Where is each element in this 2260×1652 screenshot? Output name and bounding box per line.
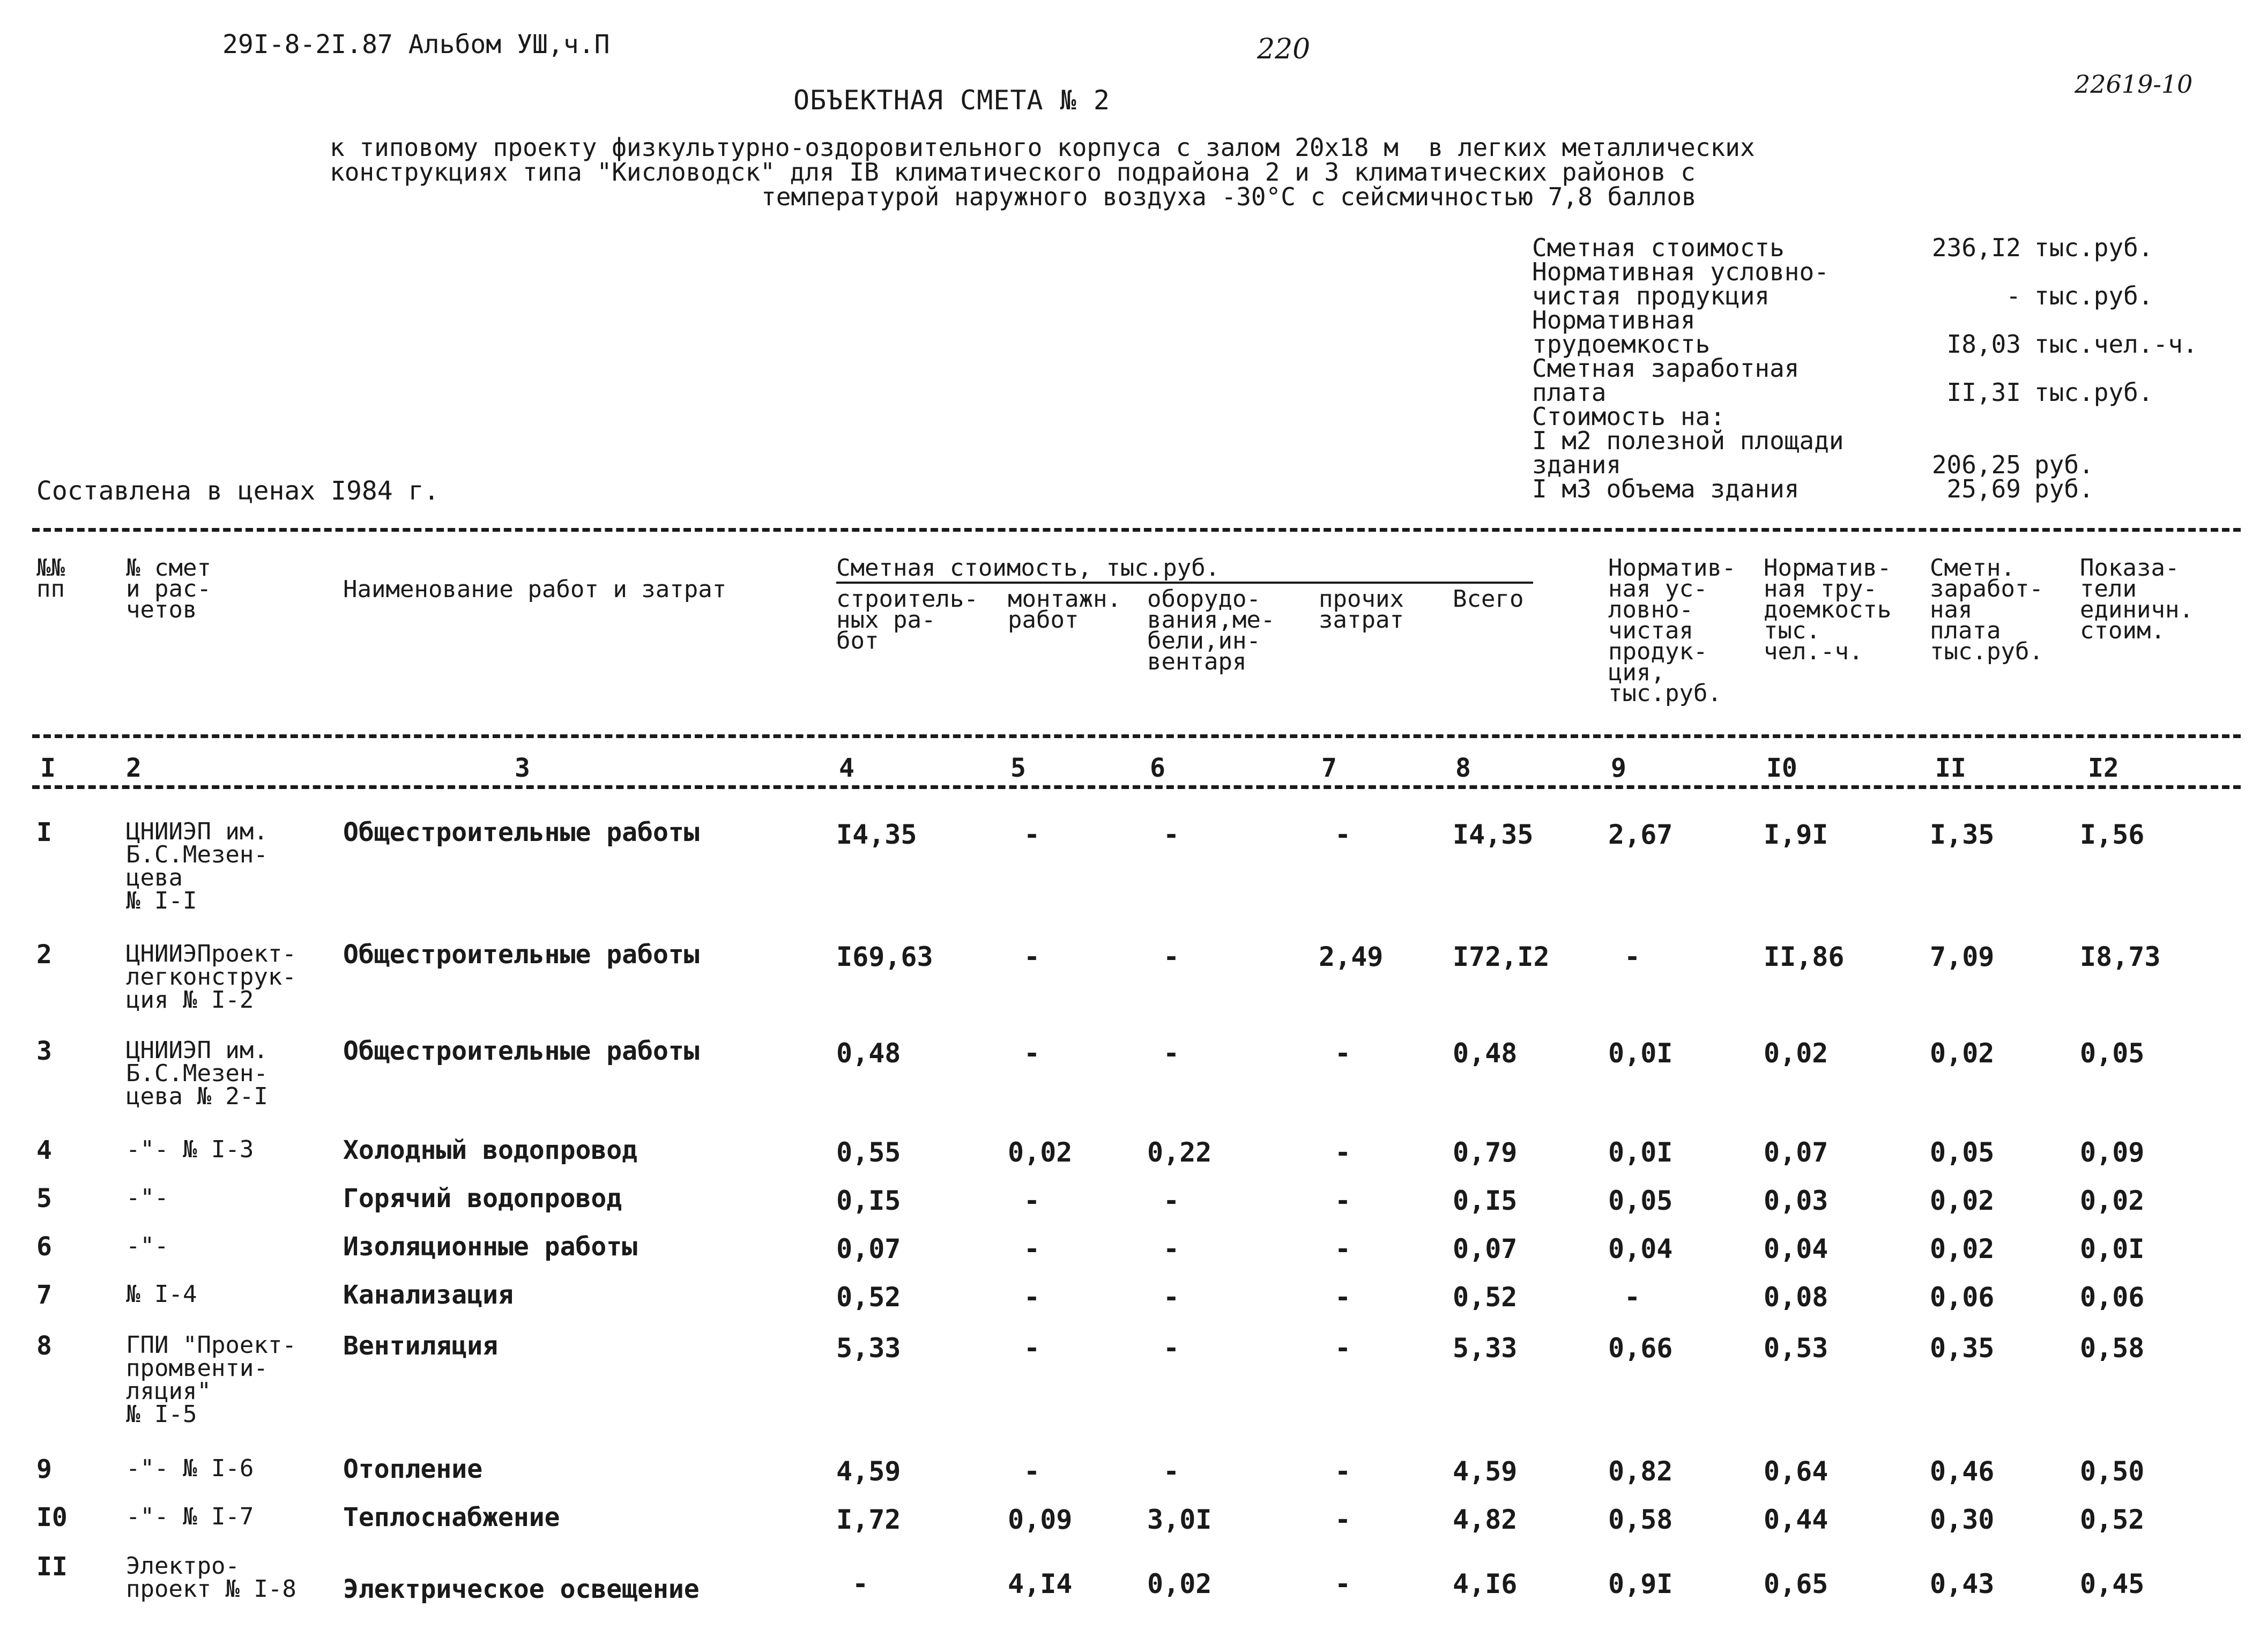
- row-value: I,9I: [1764, 819, 1828, 850]
- header-col-construction: строитель-: [836, 585, 978, 613]
- column-number: 5: [1010, 753, 1026, 783]
- document-title: ОБЪЕКТНАЯ СМЕТА № 2: [793, 85, 1110, 116]
- subtitle-line-3: температурой наружного воздуха -30°С с сейсмичностью 7,8 баллов: [761, 182, 1697, 211]
- row-value: 0,22: [1147, 1137, 1212, 1168]
- header-col-unit-cost: Показа-: [2080, 554, 2180, 582]
- row-value: -: [1335, 1282, 1351, 1313]
- row-value: -: [1163, 1185, 1180, 1216]
- row-estimate-ref: легконструк-: [126, 963, 296, 991]
- header-col-construction: ных ра-: [836, 606, 936, 634]
- row-value: II,86: [1764, 941, 1845, 972]
- summary-label: I м2 полезной площади: [1532, 426, 1844, 455]
- column-number: 9: [1611, 753, 1626, 783]
- row-work-name: Общестроительные работы: [343, 1036, 700, 1066]
- row-value: 0,48: [1453, 1038, 1518, 1069]
- row-value: 0,05: [1930, 1137, 1995, 1168]
- header-col-number: пп: [36, 575, 65, 602]
- row-value: 0,02: [1930, 1233, 1995, 1264]
- document-reference: 29I-8-2I.87 Альбом УШ,ч.П: [222, 29, 610, 59]
- row-value: -: [1335, 1185, 1351, 1216]
- summary-label: Сметная стоимость: [1532, 233, 1785, 262]
- row-value: 5,33: [1453, 1333, 1518, 1364]
- header-col-labor: тыс.: [1764, 617, 1820, 644]
- row-value: 3,0I: [1147, 1504, 1212, 1535]
- row-value: 0,48: [836, 1038, 901, 1069]
- row-value: -: [1335, 1568, 1351, 1599]
- summary-value: 236,I2: [1931, 233, 2021, 262]
- row-number: 4: [36, 1135, 52, 1165]
- row-value: -: [1163, 941, 1180, 972]
- row-value: 0,07: [1764, 1137, 1828, 1168]
- summary-unit: тыс.чел.-ч.: [2034, 330, 2198, 359]
- row-estimate-ref: цева № 2-I: [126, 1083, 268, 1110]
- summary-label: Нормативная условно-: [1532, 257, 1829, 286]
- row-value: 0,64: [1764, 1456, 1828, 1487]
- row-estimate-ref: Электро-: [126, 1552, 240, 1580]
- row-value: 7,09: [1930, 941, 1995, 972]
- row-value: 0,45: [2080, 1568, 2145, 1599]
- summary-label: трудоемкость: [1532, 330, 1711, 359]
- header-col-wages: тыс.руб.: [1930, 638, 2043, 665]
- row-value: 2,67: [1608, 819, 1673, 850]
- row-work-name: Изоляционные работы: [343, 1232, 638, 1262]
- row-estimate-ref: ЦНИИЭПроект-: [126, 940, 296, 968]
- row-value: 0,09: [1008, 1504, 1073, 1535]
- header-col-estimate-ref: четов: [126, 596, 197, 623]
- row-work-name: Общестроительные работы: [343, 940, 700, 970]
- header-col-equipment: вентаря: [1147, 648, 1247, 675]
- header-col-net-output: продук-: [1608, 638, 1708, 665]
- row-estimate-ref: ГПИ "Проект-: [126, 1331, 296, 1359]
- row-estimate-ref: Б.С.Мезен-: [126, 841, 268, 868]
- summary-value: 206,25: [1931, 450, 2021, 479]
- row-value: 0,09: [2080, 1137, 2145, 1168]
- column-number: 3: [515, 753, 530, 783]
- row-value: 0,02: [1930, 1185, 1995, 1216]
- summary-unit: тыс.руб.: [2034, 378, 2153, 407]
- row-value: 0,58: [2080, 1333, 2145, 1364]
- row-value: 0,02: [1930, 1038, 1995, 1069]
- row-work-name: Вентиляция: [343, 1331, 498, 1361]
- row-value: 4,I6: [1453, 1568, 1518, 1599]
- row-value: -: [1024, 1185, 1040, 1216]
- row-estimate-ref: -"- № I-6: [126, 1455, 254, 1482]
- row-number: 6: [36, 1232, 52, 1262]
- archive-stamp-number: 22619-10: [2075, 70, 2193, 99]
- row-value: 0,52: [1453, 1282, 1518, 1313]
- header-col-net-output: ловно-: [1608, 596, 1693, 623]
- row-value: 0,05: [2080, 1038, 2145, 1069]
- header-col-total: Всего: [1453, 585, 1524, 613]
- row-value: I4,35: [836, 819, 917, 850]
- summary-label: здания: [1532, 450, 1622, 479]
- row-value: 0,0I: [1608, 1038, 1673, 1069]
- row-number: 7: [36, 1280, 52, 1310]
- header-col-unit-cost: единичн.: [2080, 596, 2194, 623]
- row-value: I69,63: [836, 941, 933, 972]
- row-value: 0,0I: [2080, 1233, 2145, 1264]
- row-number: 3: [36, 1036, 52, 1066]
- row-value: 0,43: [1930, 1568, 1995, 1599]
- row-value: 0,03: [1764, 1185, 1828, 1216]
- row-estimate-ref: цева: [126, 864, 183, 891]
- row-value: I4,35: [1453, 819, 1534, 850]
- row-value: 0,44: [1764, 1504, 1828, 1535]
- row-value: -: [1163, 1282, 1180, 1313]
- summary-value: -: [2006, 281, 2021, 310]
- row-value: 0,02: [1764, 1038, 1828, 1069]
- row-work-name: Отопление: [343, 1454, 483, 1484]
- row-value: 0,08: [1764, 1282, 1828, 1313]
- column-number: II: [1935, 753, 1966, 783]
- row-value: -: [1024, 1038, 1040, 1069]
- row-estimate-ref: -"-: [126, 1184, 169, 1211]
- subtitle-line-1: к типовому проекту физкультурно-оздоровительного корпуса с залом 20х18 м в легких металлических: [330, 133, 1755, 162]
- column-number: I0: [1766, 753, 1797, 783]
- summary-unit: тыс.руб.: [2034, 233, 2153, 262]
- row-value: -: [1624, 1282, 1641, 1313]
- row-value: -: [1024, 1456, 1040, 1487]
- row-value: 0,52: [2080, 1504, 2145, 1535]
- row-value: 0,06: [2080, 1282, 2145, 1313]
- header-col-net-output: ция,: [1608, 659, 1665, 686]
- row-value: 0,52: [836, 1282, 901, 1313]
- row-value: 0,04: [1764, 1233, 1828, 1264]
- row-estimate-ref: проект № I-8: [126, 1575, 296, 1603]
- header-col-net-output: тыс.руб.: [1608, 680, 1722, 707]
- row-value: -: [1024, 819, 1040, 850]
- summary-label: плата: [1532, 378, 1607, 407]
- header-col-net-output: чистая: [1608, 617, 1693, 644]
- row-estimate-ref: Б.С.Мезен-: [126, 1060, 268, 1087]
- row-work-name: Теплоснабжение: [343, 1502, 560, 1532]
- row-value: 0,07: [1453, 1233, 1518, 1264]
- row-estimate-ref: № I-5: [126, 1401, 197, 1428]
- header-col-construction: бот: [836, 627, 879, 654]
- row-value: -: [1024, 1333, 1040, 1364]
- prices-note: Составлена в ценах I984 г.: [36, 476, 440, 506]
- summary-label: Стоимость на:: [1532, 402, 1726, 431]
- row-value: 0,04: [1608, 1233, 1673, 1264]
- separator-top: [32, 528, 2241, 532]
- row-value: -: [1335, 819, 1351, 850]
- row-value: 0,53: [1764, 1333, 1828, 1364]
- header-col-installation: работ: [1008, 606, 1079, 634]
- header-col-wages: ная: [1930, 596, 1973, 623]
- row-value: -: [1335, 1137, 1351, 1168]
- header-col-net-output: ная ус-: [1608, 575, 1708, 602]
- row-estimate-ref: № I-I: [126, 887, 197, 914]
- row-value: 0,35: [1930, 1333, 1995, 1364]
- row-value: 0,02: [2080, 1185, 2145, 1216]
- header-col-labor: Норматив-: [1764, 554, 1892, 582]
- row-value: -: [1163, 1456, 1180, 1487]
- row-work-name: Канализация: [343, 1280, 514, 1310]
- summary-label: Нормативная: [1532, 306, 1696, 334]
- header-col-other: прочих: [1319, 585, 1404, 613]
- row-estimate-ref: -"-: [126, 1232, 169, 1260]
- row-value: 0,50: [2080, 1456, 2145, 1487]
- column-number: I2: [2088, 753, 2119, 783]
- row-value: 4,I4: [1008, 1568, 1073, 1599]
- header-col-estimate-ref: № смет: [126, 554, 211, 582]
- summary-value: 25,69: [1946, 474, 2021, 503]
- header-col-equipment: вания,ме-: [1147, 606, 1275, 634]
- column-number: 7: [1321, 753, 1337, 783]
- row-number: I0: [36, 1502, 68, 1532]
- row-value: -: [1024, 1233, 1040, 1264]
- column-number: I: [40, 753, 56, 783]
- row-number: I: [36, 817, 52, 847]
- column-number: 6: [1150, 753, 1165, 783]
- row-value: 0,I5: [1453, 1185, 1518, 1216]
- row-value: -: [1163, 819, 1180, 850]
- row-value: 0,I5: [836, 1185, 901, 1216]
- row-value: 0,30: [1930, 1504, 1995, 1535]
- row-estimate-ref: промвенти-: [126, 1355, 268, 1382]
- column-number: 4: [839, 753, 854, 783]
- header-col-estimate-ref: и рас-: [126, 575, 211, 602]
- row-value: 4,59: [1453, 1456, 1518, 1487]
- header-col-net-output: Норматив-: [1608, 554, 1736, 582]
- summary-unit: руб.: [2034, 474, 2094, 503]
- summary-label: I м3 объема здания: [1532, 474, 1800, 503]
- header-col-wages: Сметн.: [1930, 554, 2015, 582]
- row-value: -: [1163, 1038, 1180, 1069]
- row-value: 0,05: [1608, 1185, 1673, 1216]
- row-value: 0,58: [1608, 1504, 1673, 1535]
- separator-col-numbers: [32, 785, 2241, 789]
- header-col-installation: монтажн.: [1008, 585, 1121, 613]
- row-value: -: [1163, 1333, 1180, 1364]
- column-number: 2: [126, 753, 142, 783]
- row-value: -: [1024, 1282, 1040, 1313]
- header-col-wages: плата: [1930, 617, 2001, 644]
- header-col-equipment: оборудо-: [1147, 585, 1261, 613]
- summary-unit: тыс.руб.: [2034, 281, 2153, 310]
- row-value: 0,02: [1008, 1137, 1073, 1168]
- summary-label: чистая продукция: [1532, 281, 1770, 310]
- header-col-unit-cost: тели: [2080, 575, 2137, 602]
- summary-label: Сметная заработная: [1532, 354, 1800, 383]
- summary-value: II,3I: [1946, 378, 2021, 407]
- summary-unit: руб.: [2034, 450, 2094, 479]
- row-value: -: [1624, 941, 1641, 972]
- row-work-name: Холодный водопровод: [343, 1135, 638, 1165]
- row-value: 0,66: [1608, 1333, 1673, 1364]
- row-number: 2: [36, 940, 52, 970]
- header-col-name: Наименование работ и затрат: [343, 576, 727, 603]
- row-estimate-ref: № I-4: [126, 1281, 197, 1308]
- row-estimate-ref: ЦНИИЭП им.: [126, 818, 268, 845]
- row-number: 8: [36, 1331, 52, 1361]
- row-value: 0,9I: [1608, 1568, 1673, 1599]
- row-work-name: Электрическое освещение: [343, 1574, 700, 1604]
- row-work-name: Общестроительные работы: [343, 817, 700, 847]
- row-value: -: [1335, 1504, 1351, 1535]
- summary-value: I8,03: [1946, 330, 2021, 359]
- header-group-estimated-cost: Сметная стоимость, тыс.руб.: [836, 554, 1220, 582]
- row-value: 0,06: [1930, 1282, 1995, 1313]
- header-col-labor: ная тру-: [1764, 575, 1877, 602]
- row-number: II: [36, 1552, 68, 1582]
- row-value: 0,46: [1930, 1456, 1995, 1487]
- header-col-labor: чел.-ч.: [1764, 638, 1863, 665]
- row-value: 0,65: [1764, 1568, 1828, 1599]
- row-number: 9: [36, 1454, 52, 1484]
- row-value: 0,07: [836, 1233, 901, 1264]
- separator-header-bottom: [32, 734, 2241, 738]
- row-value: 5,33: [836, 1333, 901, 1364]
- row-value: I72,I2: [1453, 941, 1550, 972]
- header-col-number: №№: [36, 554, 65, 582]
- header-col-labor: доемкость: [1764, 596, 1892, 623]
- row-value: I8,73: [2080, 941, 2161, 972]
- row-value: -: [1024, 941, 1040, 972]
- page-number: 220: [1257, 33, 1311, 65]
- column-number: 8: [1455, 753, 1471, 783]
- subtitle-line-2: конструкциях типа "Кисловодск" для IB климатического подрайона 2 и 3 климатических районов с: [330, 158, 1696, 187]
- row-estimate-ref: ляция": [126, 1378, 211, 1405]
- row-value: 0,55: [836, 1137, 901, 1168]
- header-col-wages: заработ-: [1930, 575, 2043, 602]
- row-work-name: Горячий водопровод: [343, 1184, 622, 1214]
- header-col-other: затрат: [1319, 606, 1404, 634]
- row-value: 0,02: [1147, 1568, 1212, 1599]
- row-value: -: [1335, 1456, 1351, 1487]
- row-value: I,72: [836, 1504, 901, 1535]
- row-value: I,35: [1930, 819, 1995, 850]
- row-value: 0,0I: [1608, 1137, 1673, 1168]
- row-value: -: [1335, 1233, 1351, 1264]
- row-value: 0,82: [1608, 1456, 1673, 1487]
- row-value: 0,79: [1453, 1137, 1518, 1168]
- row-estimate-ref: -"- № I-7: [126, 1503, 254, 1530]
- row-value: 4,59: [836, 1456, 901, 1487]
- row-value: 2,49: [1319, 941, 1384, 972]
- row-number: 5: [36, 1184, 52, 1214]
- row-value: 4,82: [1453, 1504, 1518, 1535]
- row-estimate-ref: ЦНИИЭП им.: [126, 1037, 268, 1064]
- row-value: -: [1335, 1333, 1351, 1364]
- row-estimate-ref: -"- № I-3: [126, 1136, 254, 1163]
- header-col-equipment: бели,ин-: [1147, 627, 1261, 654]
- header-col-unit-cost: стоим.: [2080, 617, 2165, 644]
- row-value: -: [1163, 1233, 1180, 1264]
- row-value: I,56: [2080, 819, 2145, 850]
- row-value: -: [852, 1568, 869, 1599]
- group-underline: [836, 582, 1533, 584]
- row-estimate-ref: ция № I-2: [126, 986, 254, 1014]
- row-value: -: [1335, 1038, 1351, 1069]
